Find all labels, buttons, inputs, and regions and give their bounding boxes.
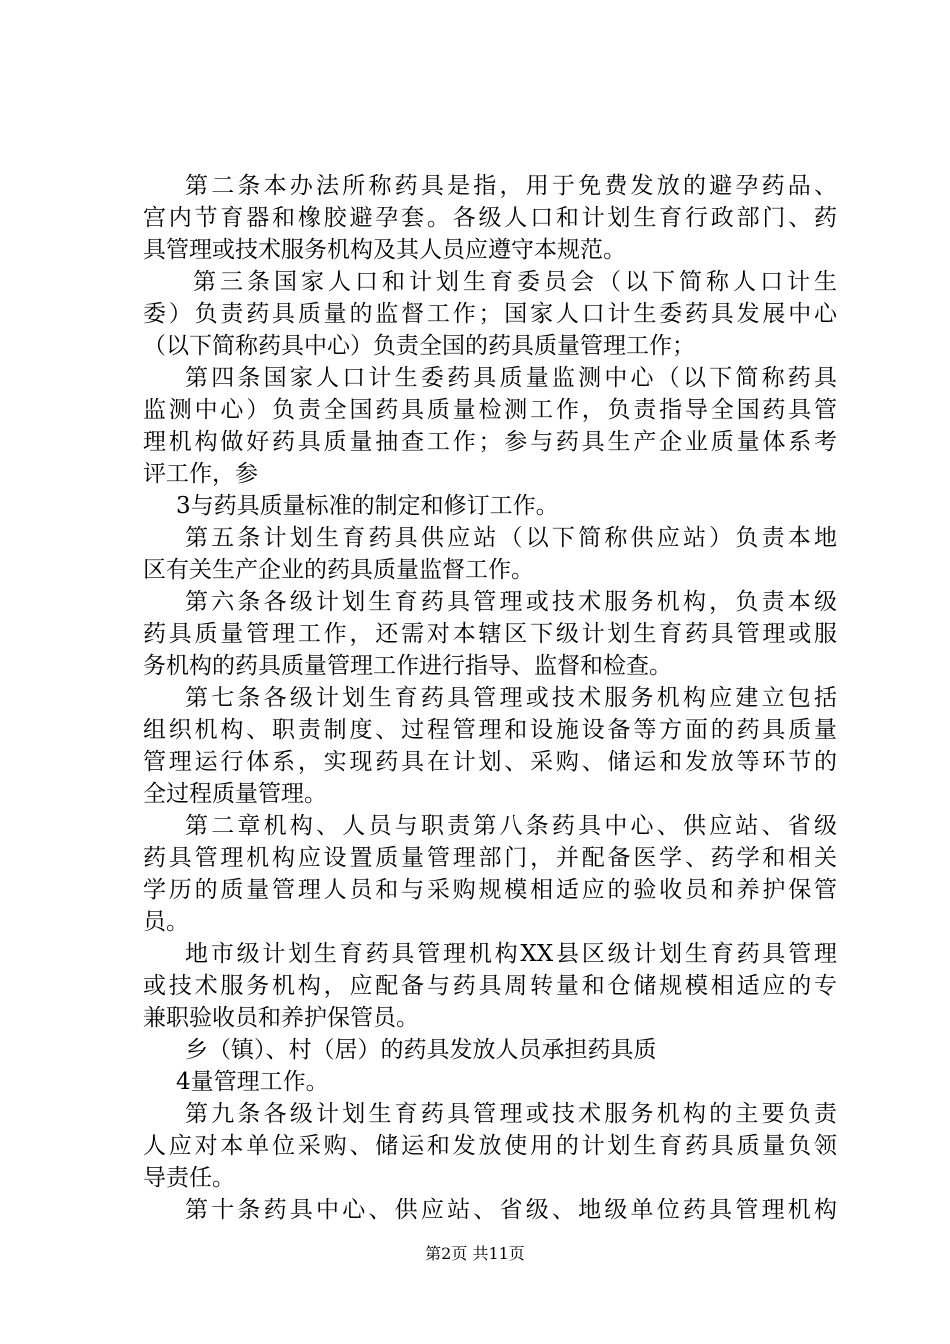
text-line: 第十条药具中心、供应站、省级、地级单位药具管理机构 [185,1197,837,1223]
text-line: 组织机构、职责制度、过程管理和设施设备等方面的药具质量 [143,717,837,743]
text-line: 兼职验收员和养护保管员。 [143,1005,419,1031]
text-line: 监测中心）负责全国药具质量检测工作，负责指导全国药具管 [143,397,837,423]
text-line: 区有关生产企业的药具质量监督工作。 [143,557,534,583]
text-line: 人应对本单位采购、储运和发放使用的计划生育药具质量负领 [143,1133,837,1159]
text-line: 宫内节育器和橡胶避孕套。各级人口和计划生育行政部门、药 [143,205,837,231]
text-line: 第二条本办法所称药具是指，用于免费发放的避孕药品、 [185,173,837,199]
text-line: （以下简称药具中心）负责全国的药具质量管理工作； [143,333,695,359]
text-line: 3与药具质量标准的制定和修订工作。 [176,493,559,519]
text-line: 第二章机构、人员与职责第八条药具中心、供应站、省级 [185,813,837,839]
text-line: 全过程质量管理。 [143,781,327,807]
text-line: 委）负责药具质量的监督工作；国家人口计生委药具发展中心 [143,301,837,327]
text-line: 第五条计划生育药具供应站（以下简称供应站）负责本地 [185,525,837,551]
text-line: 药具管理机构应设置质量管理部门，并配备医学、药学和相关 [143,845,837,871]
text-line: 或技术服务机构，应配备与药具周转量和仓储规模相适应的专 [143,973,837,999]
text-line: 第七条各级计划生育药具管理或技术服务机构应建立包括 [185,685,837,711]
text-line: 第九条各级计划生育药具管理或技术服务机构的主要负责 [185,1101,837,1127]
text-line: 第六条各级计划生育药具管理或技术服务机构，负责本级 [185,589,837,615]
text-line: 学历的质量管理人员和与采购规模相适应的验收员和养护保管 [143,877,837,903]
text-line: 药具质量管理工作，还需对本辖区下级计划生育药具管理或服 [143,621,837,647]
text-line: 理机构做好药具质量抽查工作；参与药具生产企业质量体系考 [143,429,837,455]
text-line: 务机构的药具质量管理工作进行指导、监督和检查。 [143,653,672,679]
page-footer: 第2页 共11页 [425,1244,525,1263]
body-text [143,170,837,1226]
text-line: 地市级计划生育药具管理机构XX县区级计划生育药具管理 [185,941,837,967]
text-line: 导责任。 [143,1165,235,1191]
text-line: 具管理或技术服务机构及其人员应遵守本规范。 [143,237,626,263]
text-line: 员。 [143,909,189,935]
text-line: 第三条国家人口和计划生育委员会（以下简称人口计生 [193,269,837,295]
text-line: 评工作，参 [143,461,258,487]
text-line: 第四条国家人口计生委药具质量监测中心（以下简称药具 [185,365,837,391]
text-line: 4量管理工作。 [176,1069,329,1095]
text-line: 管理运行体系，实现药具在计划、采购、储运和发放等环节的 [143,749,837,775]
text-line: 乡（镇）、村（居）的药具发放人员承担药具质 [185,1037,657,1063]
